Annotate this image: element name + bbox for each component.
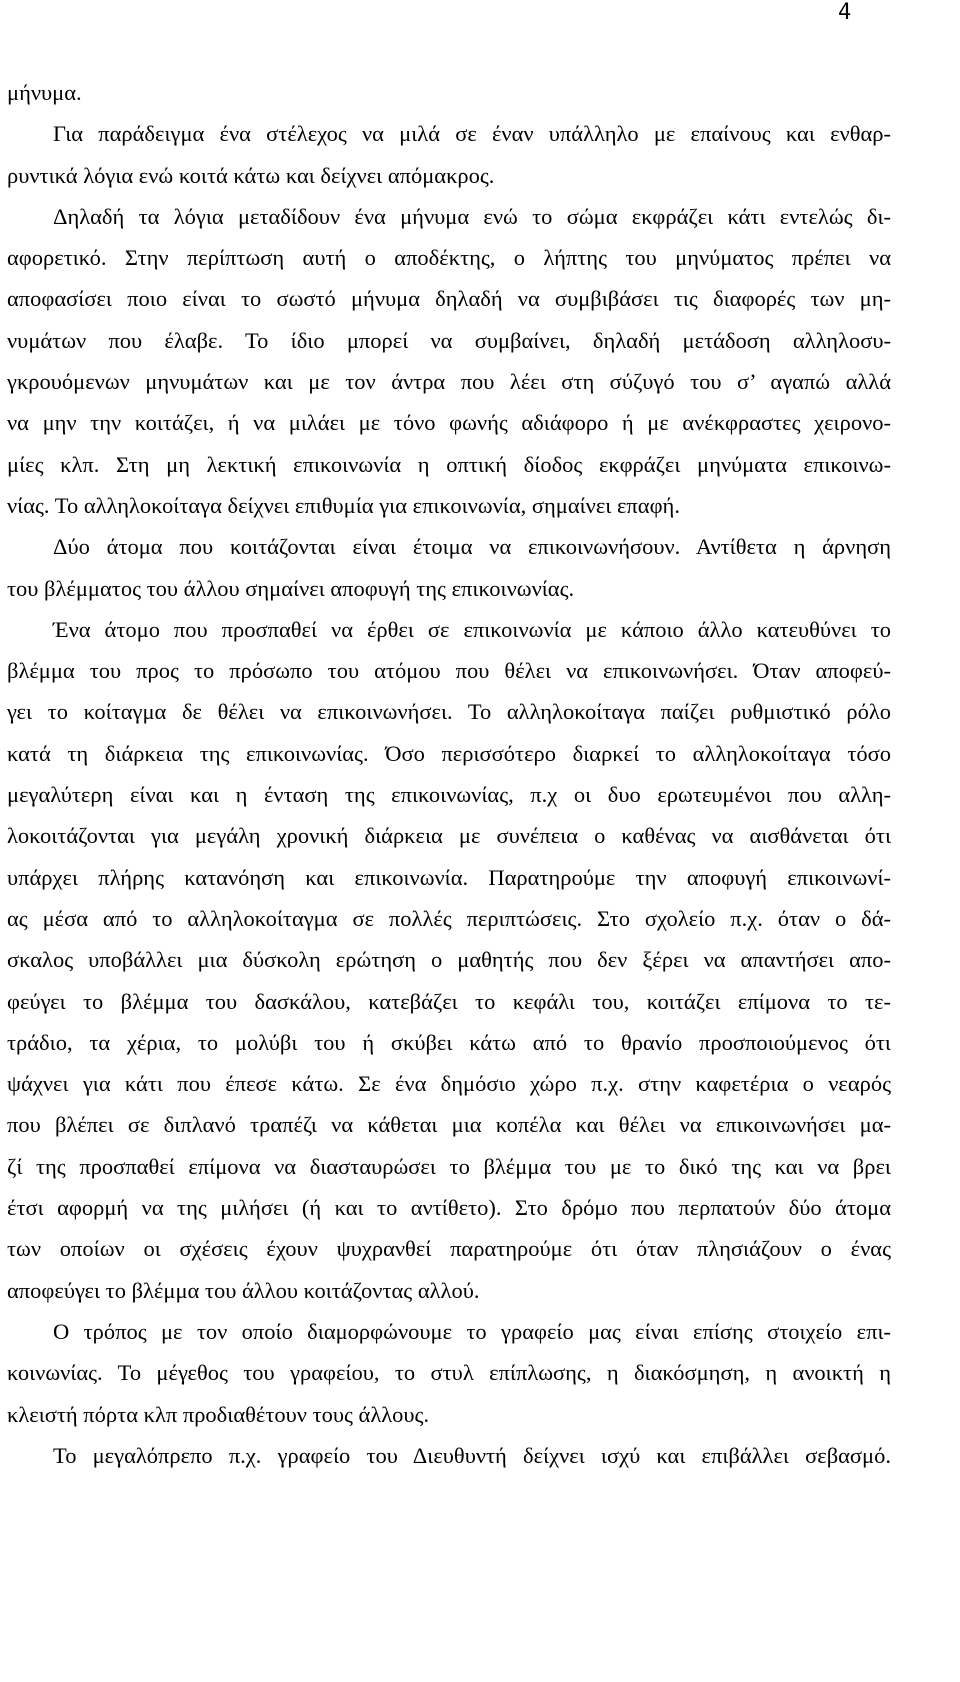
text-line: μεγαλύτερη είναι και η ένταση της επικοινωνίας, π.χ οι δυο ερωτευμένοι που αλλη- — [7, 782, 891, 808]
text-line: ας μέσα από το αλληλοκοίταγμα σε πολλές περιπτώσεις. Στο σχολείο π.χ. όταν ο δά- — [7, 905, 891, 931]
text-line: ζί της προσπαθεί επίμονα να διασταυρώσει το βλέμμα του με το δικό της και να βρει — [7, 1153, 891, 1179]
text-line: μήνυμα. — [7, 80, 82, 105]
text-line: νίας. Το αλληλοκοίταγα δείχνει επιθυμία για επικοινωνία, σημαίνει επαφή. — [7, 492, 680, 518]
text-line: αποφεύγει το βλέμμα του άλλου κοιτάζοντας αλλού. — [7, 1277, 480, 1303]
text-line: έτσι αφορμή να της μιλήσει (ή και το αντίθετο). Στο δρόμο που περπατούν δύο άτομα — [7, 1195, 891, 1221]
text-line: γει το κοίταγμα δε θέλει να επικοινωνήσει. Το αλληλοκοίταγα παίζει ρυθμιστικό ρόλο — [7, 699, 891, 725]
text-line: μίες κλπ. Στη μη λεκτική επικοινωνία η οπτική δίοδος εκφράζει μηνύματα επικοινω- — [7, 451, 891, 477]
text-line: Το μεγαλόπρεπο π.χ. γραφείο του Διευθυντή δείχνει ισχύ και επιβάλλει σεβασμό. — [53, 1442, 891, 1468]
text-line: βλέμμα του προς το πρόσωπο του ατόμου που θέλει να επικοινωνήσει. Όταν αποφεύ- — [7, 658, 891, 684]
text-line: Δηλαδή τα λόγια μεταδίδουν ένα μήνυμα ενώ το σώμα εκφράζει κάτι εντελώς δι- — [53, 203, 891, 229]
text-line: κλειστή πόρτα κλπ προδιαθέτουν τους άλλους. — [7, 1401, 430, 1427]
text-line: Ο τρόπος με τον οποίο διαμορφώνουμε το γραφείο μας είναι επίσης στοιχείο επι- — [53, 1318, 891, 1344]
text-line: των οποίων οι σχέσεις έχουν ψυχρανθεί παρατηρούμε ότι όταν πλησιάζουν ο ένας — [7, 1236, 891, 1262]
text-line: αφορετικό. Στην περίπτωση αυτή ο αποδέκτης, ο λήπτης του μηνύματος πρέπει να — [7, 245, 891, 271]
page-number: 4 — [838, 0, 852, 25]
text-line: φεύγει το βλέμμα του δασκάλου, κατεβάζει το κεφάλι του, κοιτάζει επίμονα το τε- — [7, 988, 891, 1014]
text-line: του βλέμματος του άλλου σημαίνει αποφυγή της επικοινωνίας. — [7, 575, 575, 601]
text-line: να μην την κοιτάζει, ή να μιλάει με τόνο φωνής αδιάφορο ή με ανέκφραστες χειρονο- — [7, 410, 891, 436]
text-line: γκρουόμενων μηνυμάτων και με τον άντρα που λέει στη σύζυγό του σ’ αγαπώ αλλά — [7, 369, 891, 395]
text-line: σκαλος υποβάλλει μια δύσκολη ερώτηση ο μαθητής που δεν ξέρει να απαντήσει απο- — [7, 947, 891, 973]
text-line: Δύο άτομα που κοιτάζονται είναι έτοιμα να επικοινωνήσουν. Αντίθετα η άρνηση — [53, 534, 891, 560]
text-line: κατά τη διάρκεια της επικοινωνίας. Όσο περισσότερο διαρκεί το αλληλοκοίταγα τόσο — [7, 740, 891, 766]
text-line: Ένα άτομο που προσπαθεί να έρθει σε επικοινωνία με κάποιο άλλο κατευθύνει το — [53, 616, 891, 642]
document-body — [7, 72, 891, 1476]
text-line: υπάρχει πλήρης κατανόηση και επικοινωνία. Παρατηρούμε την αποφυγή επικοινωνί- — [7, 864, 891, 890]
text-line: κοινωνίας. Το μέγεθος του γραφείου, το στυλ επίπλωσης, η διακόσμηση, η ανοικτή η — [7, 1360, 891, 1386]
text-line: νυμάτων που έλαβε. Το ίδιο μπορεί να συμβαίνει, δηλαδή μετάδοση αλληλοσυ- — [7, 327, 891, 353]
text-line: ψάχνει για κάτι που έπεσε κάτω. Σε ένα δημόσιο χώρο π.χ. στην καφετέρια ο νεαρός — [7, 1071, 891, 1097]
text-line: ρυντικά λόγια ενώ κοιτά κάτω και δείχνει απόμακρος. — [7, 162, 495, 188]
text-line: τράδιο, τα χέρια, το μολύβι του ή σκύβει κάτω από το θρανίο προσποιούμενος ότι — [7, 1029, 891, 1055]
text-line: αποφασίσει ποιο είναι το σωστό μήνυμα δηλαδή να συμβιβάσει τις διαφορές των μη- — [7, 286, 891, 312]
text-line: λοκοιτάζονται για μεγάλη χρονική διάρκεια με συνέπεια ο καθένας να αισθάνεται ότι — [7, 823, 891, 849]
text-line: που βλέπει σε διπλανό τραπέζι να κάθεται μια κοπέλα και θέλει να επικοινωνήσει μα- — [7, 1112, 891, 1138]
text-line: Για παράδειγμα ένα στέλεχος να μιλά σε έναν υπάλληλο με επαίνους και ενθαρ- — [53, 121, 891, 147]
